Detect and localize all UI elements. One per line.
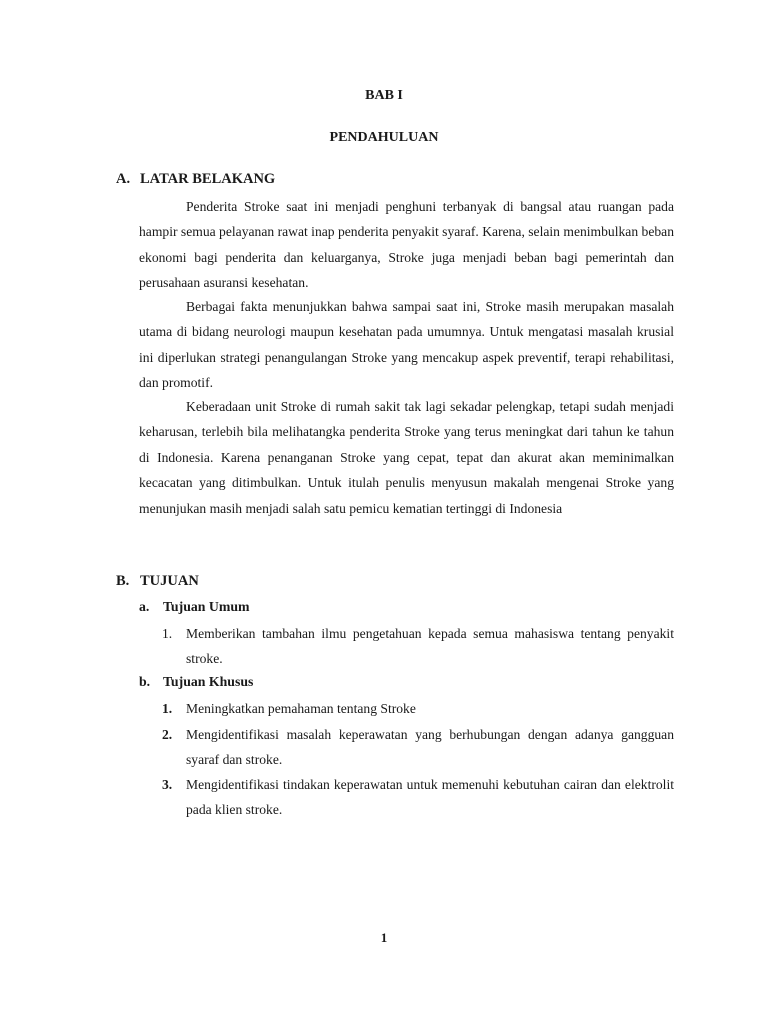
page-number: 1 [380,930,388,945]
specific-goal-heading [139,674,253,690]
background-paragraph-3: Keberadaan unit Stroke di rumah sakit tak lagi sekadar pelengkap, tetapi sudah menjadi keharusan, terlebih bila melihatangka penderita Stroke yang terus meningkat dari tahun ke tahun di Indonesia. Karena penanganan Stroke yang cepat, tepat dan akurat akan meminimalkan kecacatan yang ditimbulkan. Untuk itulah penulis menyusun makalah mengenai Stroke yang menunjukan masih menjadi salah satu pemicu kematian tertinggi di Indonesia [139,399,674,516]
item-number: 1. [162,626,173,641]
general-goal-title: Tujuan Umum [163,599,250,614]
specific-goal-item [162,722,674,772]
chapter-label: BAB I [365,88,403,103]
section-b-heading [116,573,199,590]
item-number: 2. [162,727,173,742]
item-number: 3. [162,777,173,792]
specific-goal-title: Tujuan Khusus [163,674,254,689]
general-goal-item [162,621,674,671]
item-text: Mengidentifikasi masalah keperawatan yang berhubungan dengan adanya gangguan syaraf dan stroke. [186,727,674,767]
item-text: Mengidentifikasi tindakan keperawatan untuk memenuhi kebutuhan cairan dan elektrolit pada klien stroke. [186,777,674,817]
item-number: 1. [162,701,173,716]
section-b-letter: B. [116,573,130,589]
specific-goal-letter: b. [139,674,151,689]
general-goal-heading [139,599,250,615]
chapter-title: PENDAHULUAN [329,130,439,145]
background-paragraph-1: Penderita Stroke saat ini menjadi penghuni terbanyak di bangsal atau ruangan pada hampir semua pelayanan rawat inap penderita penyakit syaraf. Karena, selain menimbulkan beban ekonomi bagi penderita dan keluarganya, Stroke juga menjadi beban bagi pemerintah dan perusahaan asuransi kesehatan. [139,199,674,291]
section-a-letter: A. [116,171,131,187]
specific-goal-item [162,772,674,822]
section-b-title: TUJUAN [140,573,199,589]
background-paragraph-2: Berbagai fakta menunjukkan bahwa sampai saat ini, Stroke masih merupakan masalah utama di bidang neurologi maupun kesehatan pada umumnya. Untuk mengatasi masalah krusial ini diperlukan strategi penangulangan Stroke yang mencakup aspek preventif, terapi rehabilitasi, dan promotif. [139,299,674,391]
item-text: Memberikan tambahan ilmu pengetahuan kepada semua mahasiswa tentang penyakit stroke. [186,626,674,666]
section-a-heading [116,171,275,188]
section-a-title: LATAR BELAKANG [140,171,276,187]
item-text: Meningkatkan pemahaman tentang Stroke [186,701,416,716]
specific-goal-item [162,696,674,721]
general-goal-letter: a. [139,599,150,614]
